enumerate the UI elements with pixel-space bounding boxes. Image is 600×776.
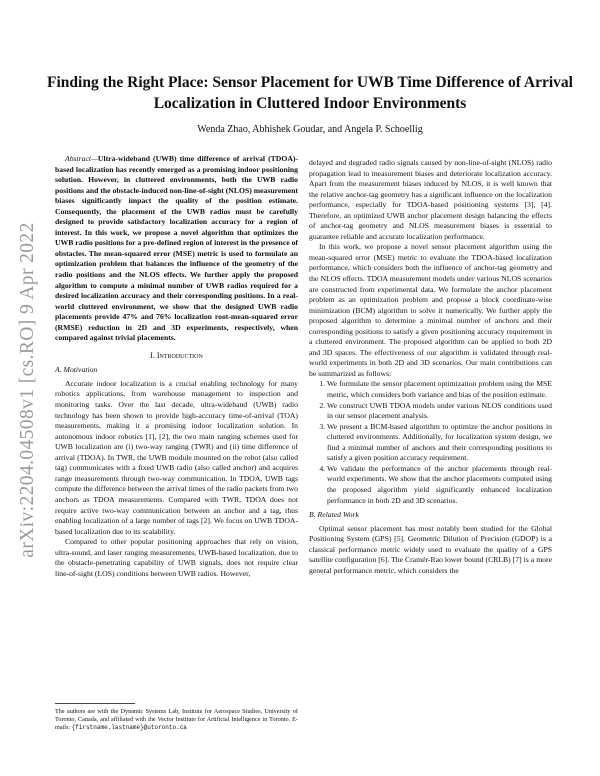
left-column [55, 154, 298, 579]
contributions-list [309, 379, 552, 506]
contribution-item: 1. We formulate the sensor placement optimization problem using the MSE metric, which considers both variance and bias of the position estimate. [327, 379, 552, 400]
intro-paragraph-2: Compared to other popular positioning approaches that rely on vision, ultra-sound, and laser ranging measurements, UWB-based localization, due to the obstacle-penetrating capability of UWB signals, does not require clear line-of-sight (LOS) conditions between UWB radios. However, [55, 537, 298, 578]
paper-authors: Wenda Zhao, Abhishek Goudar, and Angela P. Schoellig [197, 124, 423, 135]
footnote-emails: {firstname.lastname}@utoronto.ca [71, 724, 187, 732]
contribution-item: 4. We validate the performance of the anchor placements through real-world experiments. We show that the anchor placements computed using the proposed algorithm yield significantly enhanced localization performance in both 2D and 3D scenarios. [327, 464, 552, 506]
abstract [55, 154, 298, 344]
contribution-item: 3. We present a BCM-based algorithm to optimize the anchor positions in cluttered environments. Additionally, for localization system design, we find a minimal number of anchors and their corresponding positions to satisfy a given position accuracy requirement. [327, 422, 552, 464]
intro-paragraph-1: Accurate indoor localization is a crucial enabling technology for many robotics applications, from warehouse management to inspection and monitoring tasks. Over the last decade, ultra-wideband (UWB) radio technology has been shown to provide high-accuracy time-of-arrival (TOA) measurements, making it a promising indoor localization solution. In autonomous indoor robotics [1], [2], the two main ranging schemes used for UWB localization are (i) two-way ranging (TWR) and (ii) time difference of arrival (TDOA). In TWR, the UWB module mounted on the robot (also called tag) communicates with a fixed UWB radio (also called anchor) and acquires range measurements through two-way communication. In TDOA, UWB tags compute the difference between the arrival times of the radio packets from two anchors as TDOA measurements. Compared with TWR, TDOA does not require active two-way communication between an anchor and a tag, thus enabling localization of a large number of tags [2]. We focus on UWB TDOA-based localization due to its scalability. [55, 378, 298, 536]
abstract-label: Abstract— [65, 154, 98, 163]
subsection-heading-motivation: A. Motivation [55, 365, 98, 375]
related-work-paragraph: Optimal sensor placement has most notably been studied for the Global Positioning System (GPS) [5]. Geometric Dilution of Precision (GDOP) is a classical performance metric widely used to evaluate the quality of a GPS satellite configuration [6]. The Cramér-Rao lower bound (CRLB) [7] is a more general performance metric, which considers the [309, 523, 552, 575]
intro-paragraph-3: delayed and degraded radio signals caused by non-line-of-sight (NLOS) radio propagation lead to measurement biases and deteriorate localization accuracy. Apart from the measurement biases induced by NLOS, it is well known that the relative anchor-tag geometry has a significant influence on the localization performance, especially for TDOA-based positioning systems [3], [4]. Therefore, an optimized UWB anchor placement design balancing the effects of anchor-tag geometry and NLOS measurement biases is essential to guarantee reliable and accurate localization performance. [309, 158, 552, 241]
section-heading-introduction: I. Introduction [150, 350, 203, 360]
abstract-text: Ultra-wideband (UWB) time difference of arrival (TDOA)-based localization has recently emerged as a promising indoor positioning solution. However, in cluttered environments, both the UWB radio positions and the obstacle-induced non-line-of-sight (NLOS) measurement biases significantly impact the quality of the position estimate. Consequently, the placement of the UWB radios must be carefully designed to provide satisfactory localization accuracy for a region of interest. In this work, we propose a novel algorithm that optimizes the UWB radio positions for a pre-defined region of interest in the presence of obstacles. The mean-squared error (MSE) metric is used to formulate an optimization problem that balances the influence of the geometry of the radio positions and the NLOS effects. We further apply the proposed algorithm to compute a minimal number of UWB radios required for a desired localization accuracy and their corresponding positions. In a real-world cluttered environment, we show that the designed UWB radio placements provide 47% and 76% localization root-mean-squared error (RMSE) reduction in 2D and 3D experiments, respectively, when compared against trivial placements. [55, 154, 298, 343]
subsection-heading-related-work: B. Related Work [309, 510, 359, 520]
contribution-item: 2. We construct UWB TDOA models under various NLOS conditions used in our sensor placement analysis. [327, 401, 552, 422]
right-column [309, 158, 552, 576]
footnote-divider [55, 703, 135, 704]
paper-title: Finding the Right Place: Sensor Placement for UWB Time Difference of Arrival Localization in Cluttered Indoor Environments [47, 74, 573, 112]
arxiv-stamp: arXiv:2204.04508v1 [cs.RO] 9 Apr 2022 [17, 222, 38, 558]
intro-paragraph-4: In this work, we propose a novel sensor placement algorithm using the mean-squared error (MSE) metric to evaluate the TDOA-based localization performance, which considers both the influence of anchor-tag geometry and the NLOS effects. TDOA measurement models under various NLOS scenarios are constructed from experimental data. We formulate the anchor placement problem as an optimization problem and propose a block coordinate-wise minimization (BCM) algorithm to solve it numerically. We further apply the proposed algorithm to determine a minimal number of anchors and their corresponding positions to satisfy a given positioning accuracy requirement in a cluttered environment. The proposed algorithm can be applied to both 2D and 3D spaces. The effectiveness of our algorithm is validated through real-world experiments in both 2D and 3D scenarios. Our main contributions can be summarized as follows: [309, 242, 552, 378]
footnote-text: The authors are with the Dynamic Systems Lab, Institute for Aerospace Studies, University of Toronto, Canada, and affiliated with the Vector Institute for Artificial Intelligence in Toronto. E-mails: [55, 708, 298, 732]
author-footnote [55, 708, 298, 733]
arxiv-watermark [8, 200, 48, 580]
